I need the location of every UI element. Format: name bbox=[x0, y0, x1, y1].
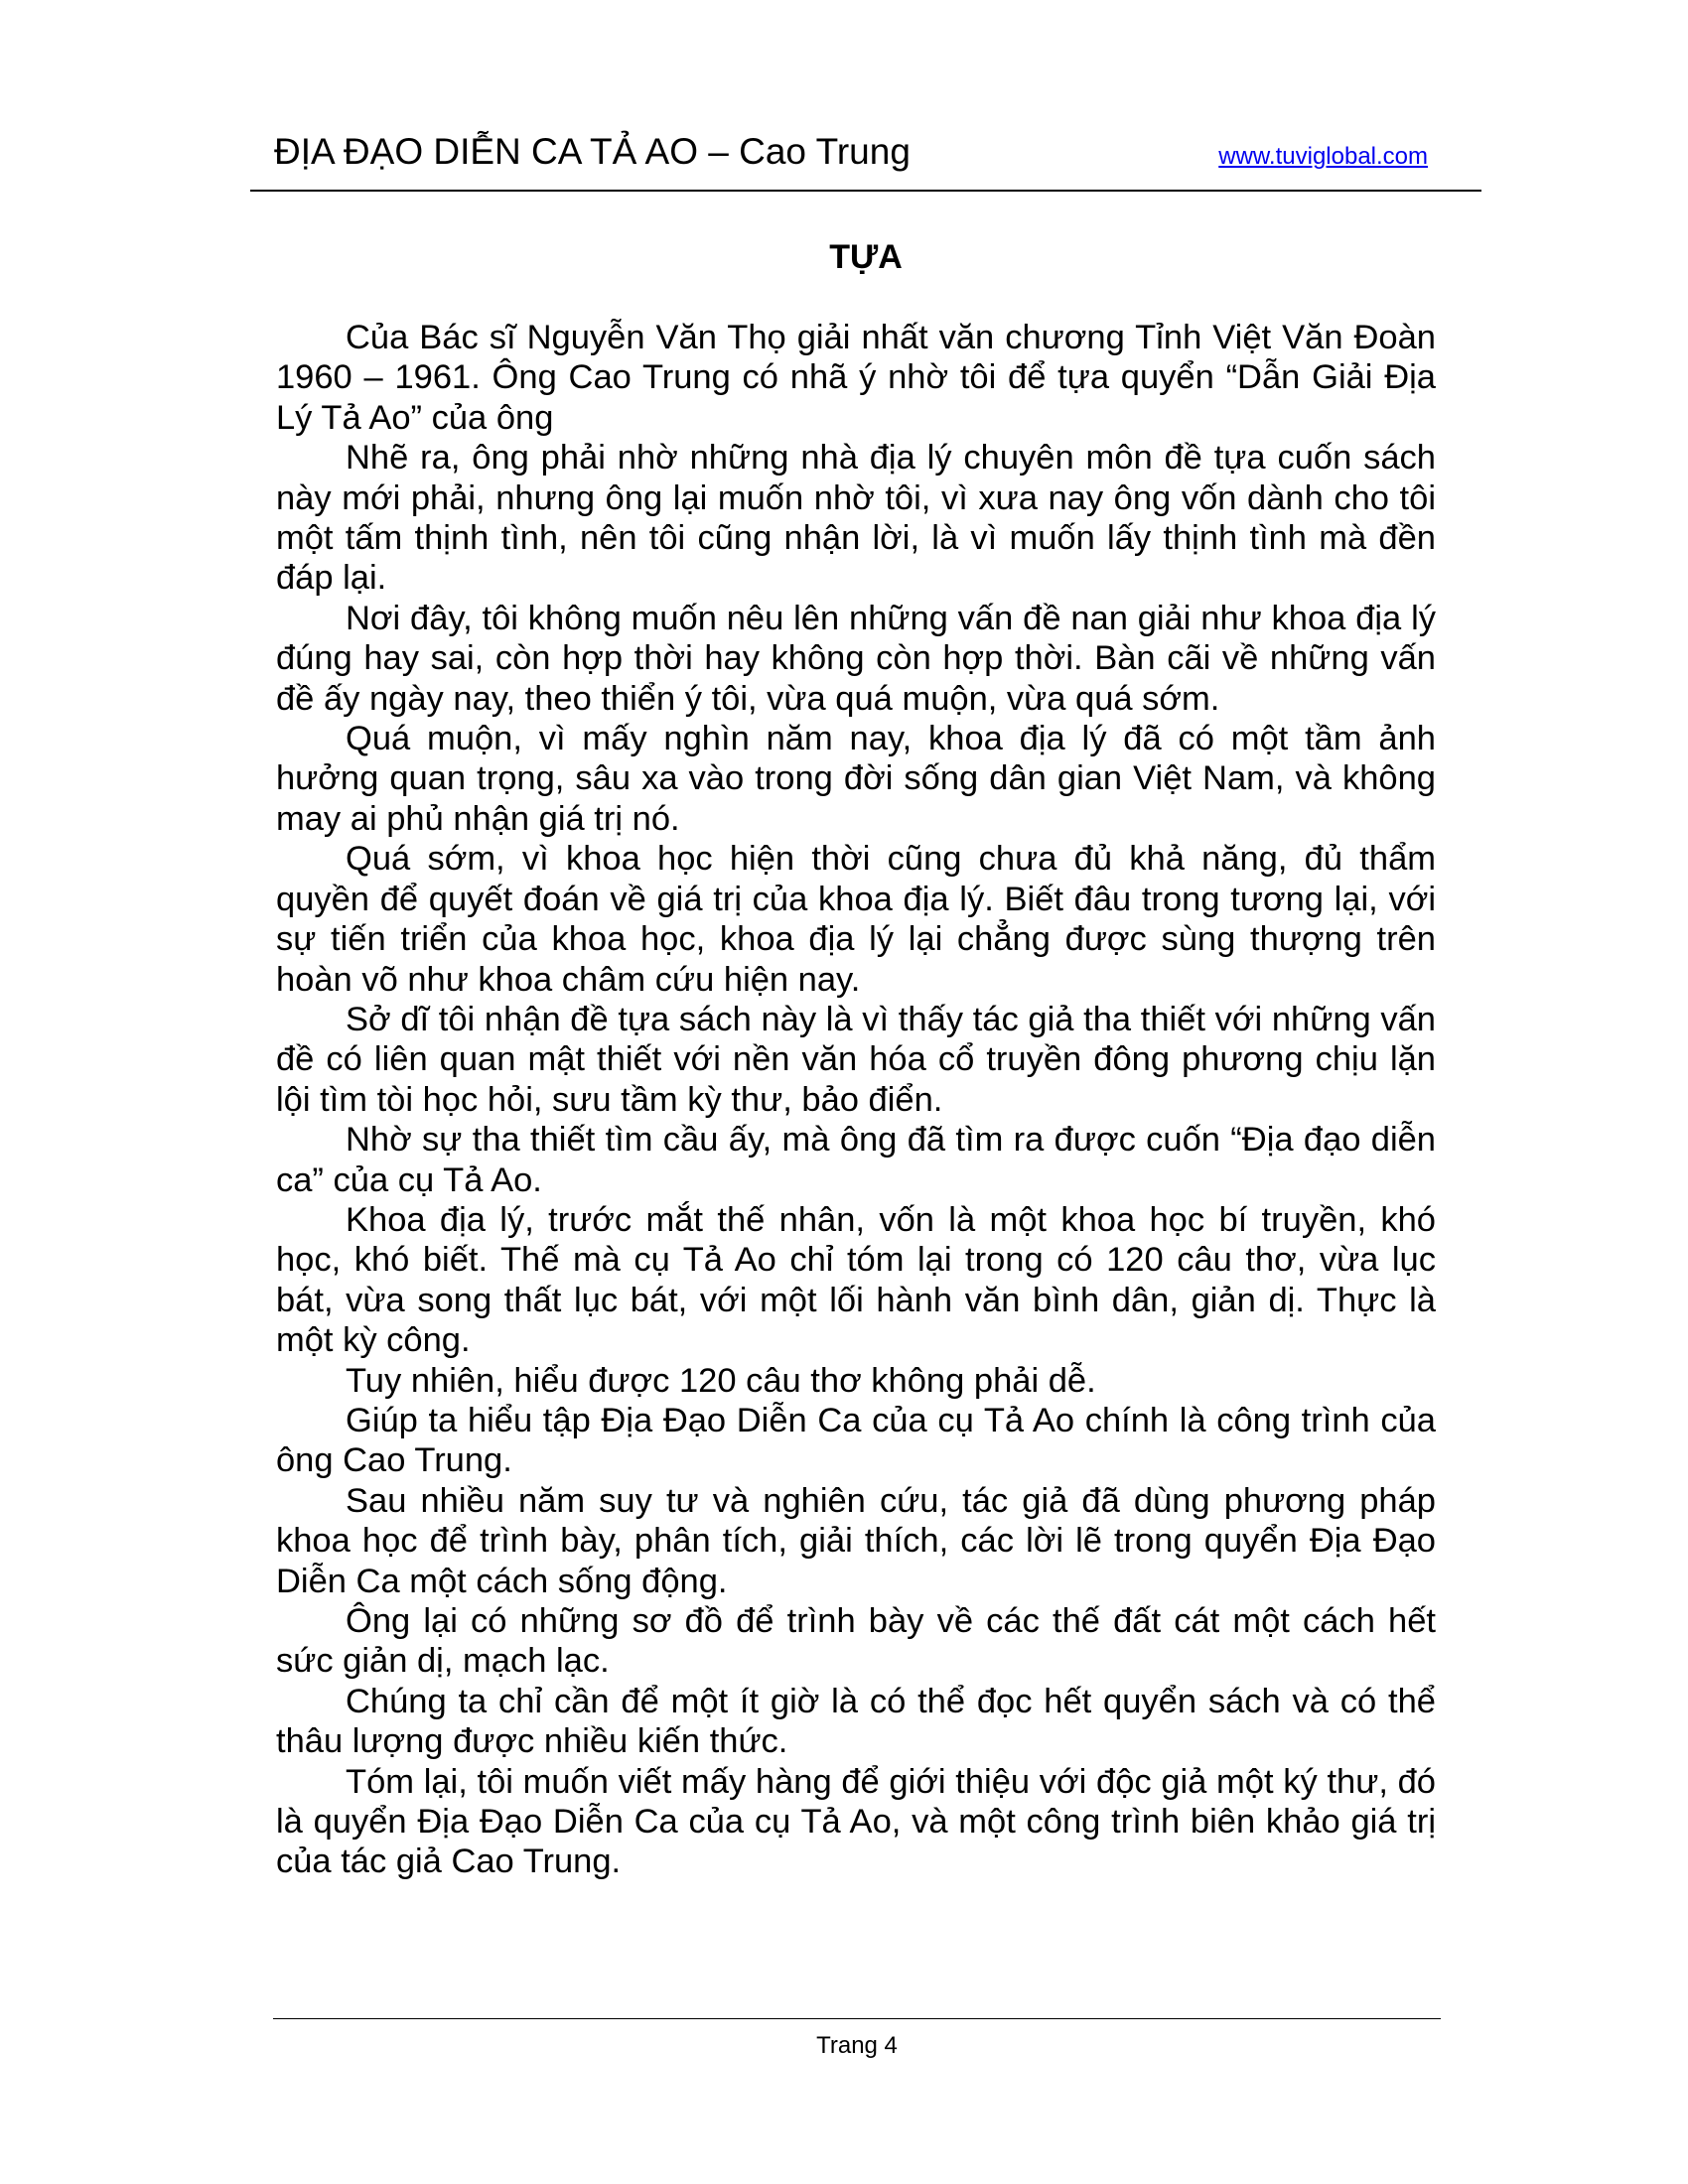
paragraph: Tuy nhiên, hiểu được 120 câu thơ không phải dễ. bbox=[346, 1361, 1096, 1400]
paragraph: Nhờ sự tha thiết tìm cầu ấy, mà ông đã tìm ra được cuốn “Địa đạo diễn ca” của cụ Tả Ao. bbox=[276, 1121, 1436, 1199]
website-link[interactable]: www.tuviglobal.com bbox=[1218, 143, 1428, 170]
paragraph: Sở dĩ tôi nhận đề tựa sách này là vì thấy tác giả tha thiết với những vấn đề có liên quan mật thiết với nền văn hóa cổ truyền đông phương chịu lặn lội tìm tòi học hỏi, sưu tầm kỳ thư, bảo điển. bbox=[276, 1000, 1436, 1119]
paragraph: Nhẽ ra, ông phải nhờ những nhà địa lý chuyên môn đề tựa cuốn sách này mới phải, nhưng ông lại muốn nhờ tôi, vì xưa nay ông vốn dành cho tôi một tấm thịnh tình, nên tôi cũng nhận lời, là vì muốn lấy thịnh tình mà đền đáp lại. bbox=[276, 439, 1436, 598]
footer-divider bbox=[273, 2018, 1441, 2019]
paragraph: Chúng ta chỉ cần để một ít giờ là có thể đọc hết quyển sách và có thể thâu lượng được nhiều kiến thức. bbox=[276, 1682, 1436, 1761]
paragraph: Ông lại có những sơ đồ để trình bày về các thế đất cát một cách hết sức giản dị, mạch lạc. bbox=[276, 1602, 1436, 1681]
page-number: Trang 4 bbox=[816, 2032, 898, 2059]
header-title: ĐỊA ĐẠO DIỄN CA TẢ AO – Cao Trung bbox=[274, 131, 911, 172]
paragraph: Tóm lại, tôi muốn viết mấy hàng để giới thiệu với độc giả một ký thư, đó là quyển Địa Đạo Diễn Ca của cụ Tả Ao, và một công trình biên khảo giá trị của tác giả Cao Trung. bbox=[276, 1762, 1436, 1881]
document-title: TỰA bbox=[829, 238, 903, 276]
body-text bbox=[276, 318, 1436, 1882]
header-divider bbox=[250, 190, 1481, 192]
paragraph: Giúp ta hiểu tập Địa Đạo Diễn Ca của cụ Tả Ao chính là công trình của ông Cao Trung. bbox=[276, 1401, 1436, 1480]
paragraph: Quá sớm, vì khoa học hiện thời cũng chưa đủ khả năng, đủ thẩm quyền để quyết đoán về giá trị của khoa địa lý. Biết đâu trong tương lại, với sự tiến triển của khoa học, khoa địa lý lại chẳng được sùng thượng trên hoàn võ như khoa châm cứu hiện nay. bbox=[276, 840, 1436, 999]
page-header bbox=[250, 109, 1481, 172]
paragraph: Khoa địa lý, trước mắt thế nhân, vốn là một khoa học bí truyền, khó học, khó biết. Thế mà cụ Tả Ao chỉ tóm lại trong có 120 câu thơ, vừa lục bát, vừa song thất lục bát, với một lối hành văn bình dân, giản dị. Thực là một kỳ công. bbox=[276, 1200, 1436, 1360]
paragraph: Nơi đây, tôi không muốn nêu lên những vấn đề nan giải như khoa địa lý đúng hay sai, còn hợp thời hay không còn hợp thời. Bàn cãi về những vấn đề ấy ngày nay, theo thiển ý tôi, vừa quá muộn, vừa quá sớm. bbox=[276, 599, 1436, 718]
paragraph: Của Bác sĩ Nguyễn Văn Thọ giải nhất văn chương Tỉnh Việt Văn Đoàn 1960 – 1961. Ông Cao Trung có nhã ý nhờ tôi để tựa quyển “Dẫn Giải Địa Lý Tả Ao” của ông bbox=[276, 319, 1436, 437]
paragraph: Sau nhiều năm suy tư và nghiên cứu, tác giả đã dùng phương pháp khoa học để trình bày, phân tích, giải thích, các lời lẽ trong quyển Địa Đạo Diễn Ca một cách sống động. bbox=[276, 1481, 1436, 1600]
paragraph: Quá muộn, vì mấy nghìn năm nay, khoa địa lý đã có một tầm ảnh hưởng quan trọng, sâu xa vào trong đời sống dân gian Việt Nam, và không may ai phủ nhận giá trị nó. bbox=[276, 720, 1436, 838]
